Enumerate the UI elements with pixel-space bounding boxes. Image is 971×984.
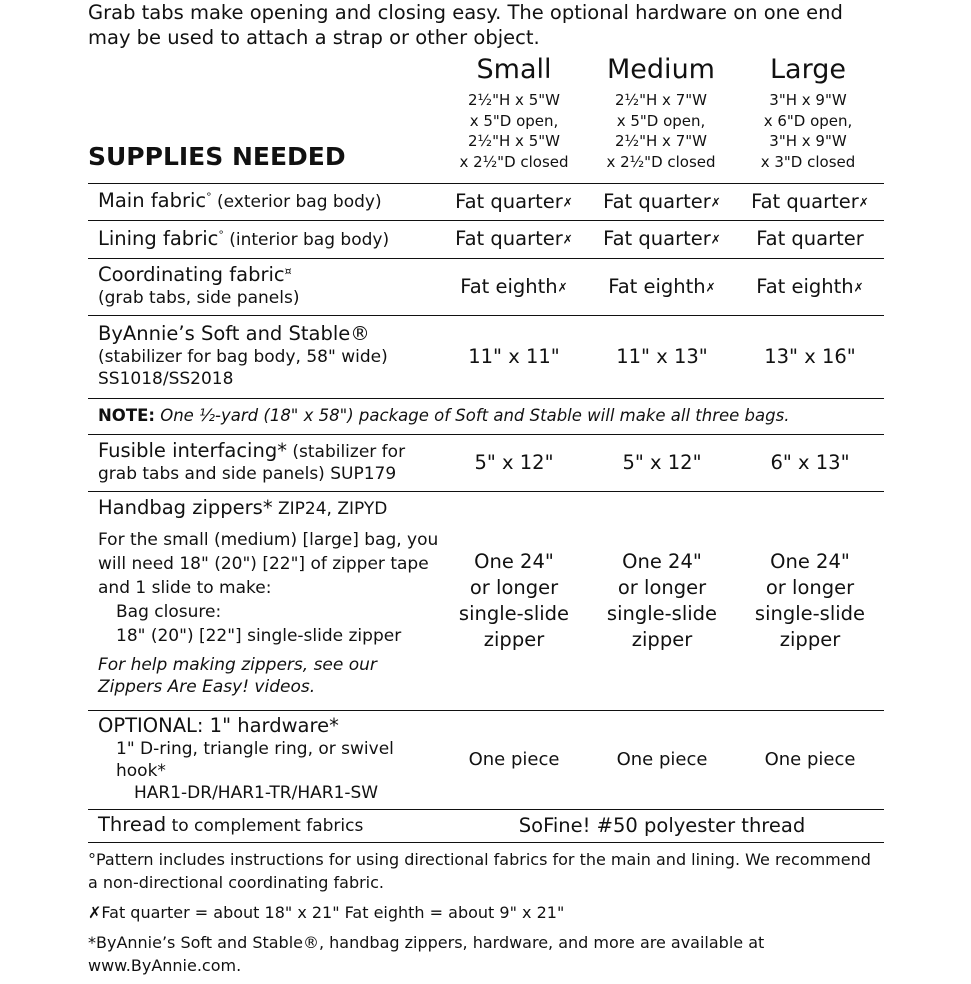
footnotes (88, 848, 878, 984)
column-dimensions: 2½"H x 5"W x 5"D open, 2½"H x 5"W x 2½"D closed (459, 91, 569, 171)
row-thread (88, 810, 884, 843)
item-name: Fusible interfacing* (98, 439, 287, 462)
footnote-mark: ✗ (710, 195, 721, 210)
footnote-mark: ✗ (557, 280, 568, 295)
value-large: 13" x 16" (736, 316, 884, 399)
item-description: (stabilizer for bag body, 58" wide) (98, 347, 388, 367)
value-large: Fat eighth✗ (736, 259, 884, 316)
row-label (88, 259, 440, 316)
footnote-directional: °Pattern includes instructions for using directional fabrics for the main and lining. We recommend a non-directional coordinating fabric. (88, 850, 871, 892)
value-large: One piece (736, 711, 884, 810)
item-name: Main fabric (98, 189, 207, 212)
row-label (88, 492, 440, 711)
note-cell (88, 399, 884, 435)
row-handbag-zippers (88, 492, 884, 711)
row-label (88, 711, 440, 810)
row-coordinating-fabric (88, 259, 884, 316)
footnote-mark: ✗ (853, 280, 864, 295)
value-small: Fat eighth✗ (440, 259, 588, 316)
row-soft-and-stable (88, 316, 884, 399)
value-small: 11" x 11" (440, 316, 588, 399)
value-medium: Fat quarter✗ (588, 184, 736, 221)
item-name: Handbag zippers* (98, 496, 273, 519)
intro-text: Grab tabs make opening and closing easy. The optional hardware on one end may be used to attach a strap or other object. (88, 1, 843, 49)
degree-mark: ° (218, 227, 224, 241)
column-name: Large (770, 54, 846, 85)
hardware-options: 1" D-ring, triangle ring, or swivel hook* (116, 739, 394, 781)
product-code: ZIP24, ZIPYD (272, 499, 388, 519)
value-small: One 24" or longer single-slide zipper (440, 492, 588, 711)
item-name: Coordinating fabric (98, 263, 285, 286)
row-lining-fabric (88, 221, 884, 259)
item-name: OPTIONAL: 1" hardware* (98, 714, 339, 737)
value-medium: 5" x 12" (588, 435, 736, 492)
item-name: Lining fabric (98, 226, 219, 250)
value-small: Fat quarter✗ (440, 221, 588, 259)
column-dimensions: 2½"H x 7"W x 5"D open, 2½"H x 7"W x 2½"D closed (606, 91, 716, 171)
value-medium: One 24" or longer single-slide zipper (588, 492, 736, 711)
column-header-small (444, 53, 584, 172)
footnote-mark: ✗ (858, 195, 869, 210)
value-large: 6" x 13" (736, 435, 884, 492)
row-label (88, 435, 440, 492)
footnote-availability: *ByAnnie’s Soft and Stable®, handbag zippers, hardware, and more are available at www.ByAnnie.com. (88, 933, 765, 975)
value-medium: 11" x 13" (588, 316, 736, 399)
item-name: ByAnnie’s Soft and Stable® (98, 322, 370, 345)
column-name: Medium (607, 54, 715, 85)
row-note (88, 399, 884, 435)
item-description: (grab tabs, side panels) (98, 288, 300, 308)
currency-mark: ¤ (284, 264, 292, 278)
row-fusible-interfacing (88, 435, 884, 492)
column-header-large (738, 53, 878, 172)
value-large: Fat quarter✗ (736, 184, 884, 221)
supplies-heading: SUPPLIES NEEDED (88, 142, 346, 171)
note-label: NOTE: (98, 406, 155, 425)
closure-label: Bag closure: (116, 602, 222, 622)
closure-value: 18" (20") [22"] single-slide zipper (116, 626, 402, 646)
value-medium: Fat quarter✗ (588, 221, 736, 259)
zipper-help: For help making zippers, see our Zippers Are Easy! videos. (98, 655, 377, 697)
column-name: Small (476, 54, 552, 85)
value-small: One piece (440, 711, 588, 810)
item-name: Thread (98, 813, 167, 836)
degree-mark: ° (206, 190, 212, 204)
value-medium: One piece (588, 711, 736, 810)
footnote-mark: ✗ (562, 232, 573, 247)
column-header-medium (591, 53, 731, 172)
zipper-instructions: For the small (medium) [large] bag, you will need 18" (20") [22"] of zipper tape and 1 slide to make: (98, 530, 439, 598)
item-description: to complement fabrics (166, 816, 364, 836)
row-label (88, 316, 440, 399)
supplies-table (88, 183, 884, 843)
item-description: (stabilizer for grab tabs and side panels) SUP179 (98, 442, 406, 484)
footnote-mark: ✗ (710, 232, 721, 247)
note-text: One ½-yard (18" x 58") package of Soft and Stable will make all three bags. (154, 406, 790, 425)
value-small: Fat quarter✗ (440, 184, 588, 221)
product-code: SS1018/SS2018 (98, 369, 234, 389)
row-main-fabric (88, 184, 884, 221)
row-optional-hardware (88, 711, 884, 810)
footnote-fat-sizes: ✗Fat quarter = about 18" x 21" Fat eighth = about 9" x 21" (88, 903, 565, 922)
value-large: One 24" or longer single-slide zipper (736, 492, 884, 711)
footnote-mark: ✗ (562, 195, 573, 210)
item-description: (interior bag body) (223, 229, 390, 250)
thread-value: SoFine! #50 polyester thread (440, 810, 884, 843)
item-description: (exterior bag body) (211, 192, 382, 212)
row-label (88, 221, 440, 259)
value-large: Fat quarter (736, 221, 884, 259)
row-label (88, 184, 440, 221)
column-dimensions: 3"H x 9"W x 6"D open, 3"H x 9"W x 3"D closed (760, 91, 856, 171)
row-label (88, 810, 440, 843)
hardware-codes: HAR1-DR/HAR1-TR/HAR1-SW (134, 783, 379, 803)
value-small: 5" x 12" (440, 435, 588, 492)
footnote-mark: ✗ (705, 280, 716, 295)
value-medium: Fat eighth✗ (588, 259, 736, 316)
